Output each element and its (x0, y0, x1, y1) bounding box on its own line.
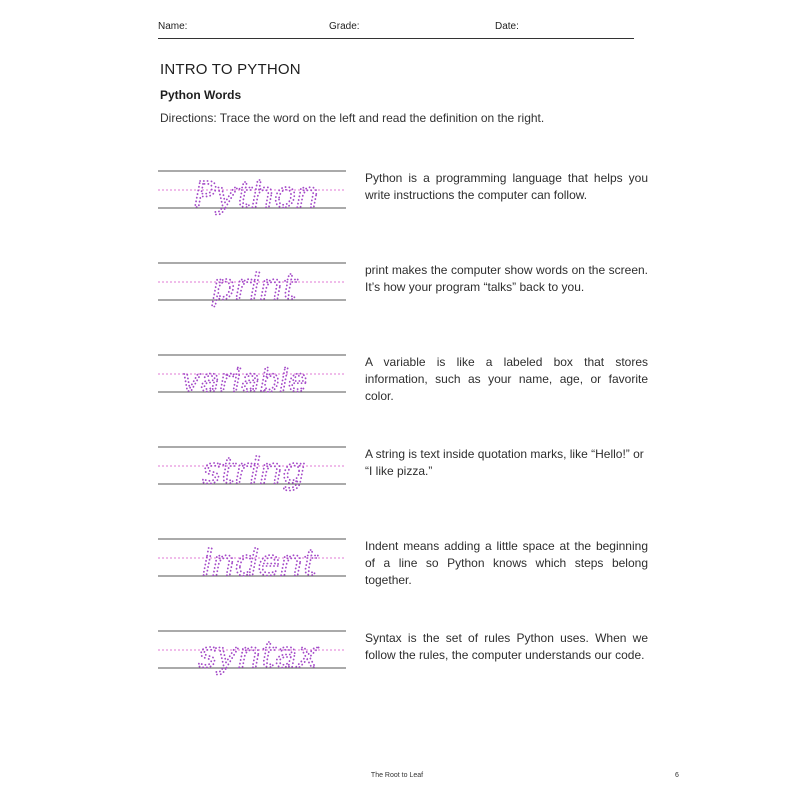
handwriting-guidelines (158, 262, 346, 322)
trace-area[interactable] (158, 446, 346, 506)
word-row-string (158, 446, 650, 506)
directions-text: Directions: Trace the word on the left and read the definition on the right. (160, 111, 545, 125)
trace-area[interactable] (158, 354, 346, 414)
student-info-bar (158, 18, 634, 39)
date-label[interactable]: Date: (495, 21, 519, 32)
name-label[interactable]: Name: (158, 21, 188, 32)
word-definition: print makes the computer show words on the screen. It’s how your program “talks” back to you. (365, 263, 648, 294)
handwriting-guidelines (158, 354, 346, 414)
trace-word: Python (194, 175, 319, 216)
footer-brand: The Root to Leaf (370, 772, 424, 779)
trace-word: string (202, 451, 306, 492)
word-definition: A variable is like a labeled box that stores information, such as your name, age, or favorite color. (365, 355, 648, 403)
handwriting-guidelines (158, 170, 346, 230)
word-row-python (158, 170, 650, 230)
word-definition: A string is text inside quotation marks, like “Hello!” or “I like pizza.” (365, 447, 644, 478)
trace-area[interactable] (158, 170, 346, 230)
handwriting-guidelines (158, 630, 346, 690)
word-row-print (158, 262, 650, 322)
page-number: 6 (675, 772, 679, 779)
trace-word: print (212, 267, 297, 308)
page-title: INTRO TO PYTHON (160, 61, 301, 78)
trace-word: variable (182, 363, 308, 399)
word-definition: Python is a programming language that helps you write instructions the computer can follow. (365, 171, 648, 202)
grade-label[interactable]: Grade: (329, 21, 360, 32)
word-definition: Syntax is the set of rules Python uses. When we follow the rules, the computer understands our code. (365, 631, 648, 662)
word-row-indent (158, 538, 650, 598)
handwriting-guidelines (158, 446, 346, 506)
section-subtitle: Python Words (160, 88, 242, 102)
trace-area[interactable] (158, 262, 346, 322)
trace-area[interactable] (158, 630, 346, 690)
word-row-variable (158, 354, 650, 414)
trace-word: syntax (198, 635, 319, 676)
word-definition: Indent means adding a little space at the beginning of a line so Python knows which steps belong together. (365, 539, 648, 587)
word-row-syntax (158, 630, 650, 690)
trace-area[interactable] (158, 538, 346, 598)
handwriting-guidelines (158, 538, 346, 598)
trace-word: indent (202, 543, 317, 584)
